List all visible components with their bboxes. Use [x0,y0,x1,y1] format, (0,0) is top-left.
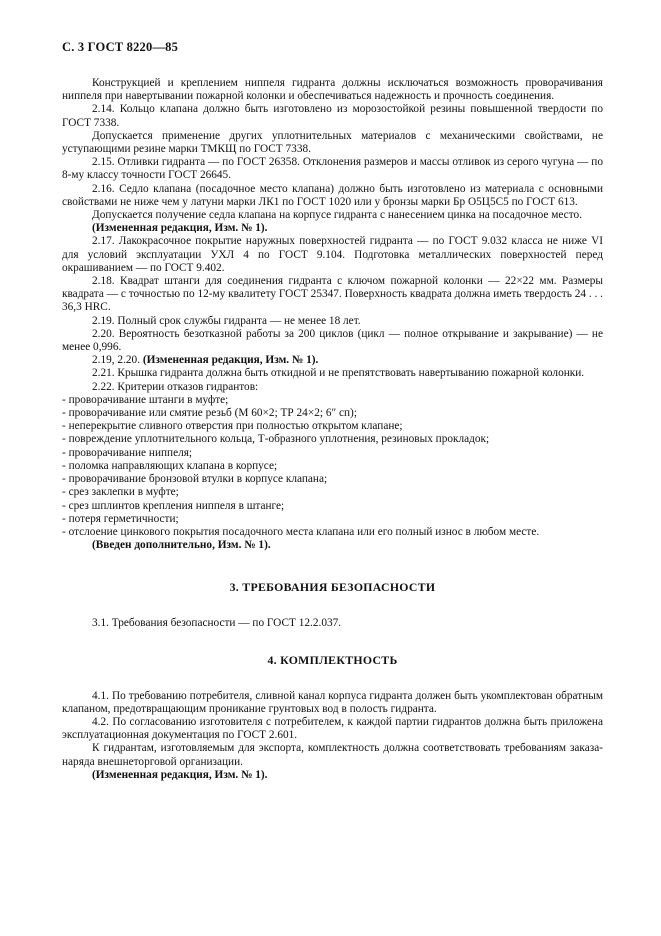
paragraph: Допускается получение седла клапана на корпусе гидранта с нанесением цинка на посадочное место. [92,209,582,222]
paragraph: 2.18. Квадрат штанги для соединения гидранта с ключом пожарной колонки — 22×22 мм. Размеры квадрата — с точностью по 12-му квалитету ГОСТ 25347. Поверхность квадрата должна иметь твердость 24 . . . 36,3 HRC. [62,275,603,314]
amendment-note [62,354,603,367]
paragraph: 4.2. По согласованию изготовителя с потребителем, к каждой партии гидрантов должна быть приложена эксплуатационная документация по ГОСТ 2.601. [62,715,603,742]
list-item: - неперекрытие сливного отверстия при полностью открытом клапане; [62,420,403,433]
list-item: - проворачивание или смятие резьб (М 60×2; ТР 24×2; 6″ сп); [62,407,357,420]
section-title: 4. КОМПЛЕКТНОСТЬ [267,652,398,667]
amendment-bold: (Измененная редакция, Изм. № 1). [142,354,319,367]
paragraph: 2.15. Отливки гидранта — по ГОСТ 26358. Отклонения размеров и массы отливок из серого чугуна — по 8-му классу точности ГОСТ 26645. [62,156,603,182]
section-title: 3. ТРЕБОВАНИЯ БЕЗОПАСНОСТИ [229,580,436,595]
page-header: С. 3 ГОСТ 8220—85 [62,40,179,54]
list-item: - срез шплинтов крепления ниппеля в штанге; [62,499,285,512]
list-item: - проворачивание ниппеля; [62,446,193,459]
list-item: - повреждение уплотнительного кольца, Т-образного уплотнения, резиновых прокладок; [62,433,490,446]
paragraph: 2.20. Вероятность безотказной работы за 200 циклов (цикл — полное открывание и закрывание) — не менее 0,996. [62,327,603,354]
list-item: - поломка направляющих клапана в корпусе; [62,459,278,472]
paragraph: 3.1. Требования безопасности — по ГОСТ 12.2.037. [92,617,342,630]
paragraph: 2.14. Кольцо клапана должно быть изготовлено из морозостойкой резины повышенной твердости по ГОСТ 7338. [62,103,603,129]
amendment-note: (Введен дополнительно, Изм. № 1). [92,539,271,552]
list-item: - срез заклепки в муфте; [62,486,179,499]
document-page [62,40,603,782]
paragraph: 4.1. По требованию потребителя, сливной канал корпуса гидранта должен быть укомплектован обратным клапаном, предотвращающим проникание грунтовых вод в полость гидранта. [62,689,603,715]
amendment-note: (Измененная редакция, Изм. № 1). [92,222,268,235]
paragraph: 2.16. Седло клапана (посадочное место клапана) должно быть изготовлено из материала с основными свойствами не ниже чем у латуни марки ЛК1 по ГОСТ 1020 или у бронзы марки Бр О5Ц5С5 по ГОСТ 613. [62,182,603,208]
paragraph: 2.19. Полный срок службы гидранта — не менее 18 лет. [92,314,361,327]
amendment-note: (Измененная редакция, Изм. № 1). [92,768,268,781]
paragraph: К гидрантам, изготовляемым для экспорта, комплектность должна соответствовать требованиям заказа-наряда внешнеторговой организации. [62,742,603,768]
list-item: - потеря герметичности; [62,512,179,525]
paragraph: 2.17. Лакокрасочное покрытие наружных поверхностей гидранта — по ГОСТ 9.032 класса не ниже VI для условий эксплуатации УХЛ 4 по ГОСТ 9.104. Подготовка металлических поверхностей перед окрашиванием — по ГОСТ 9.402. [62,235,603,274]
amendment-prefix: 2.19, 2.20. [92,354,143,367]
paragraph: Допускается применение других уплотнительных материалов с механическими свойствами, не уступающими резине марки ТМКЩ по ГОСТ 7338. [62,129,603,156]
list-item: - проворачивание штанги в муфте; [62,393,229,406]
paragraph: Конструкцией и креплением ниппеля гидранта должны исключаться возможность проворачивания ниппеля при навертывании пожарной колонки и обеспечиваться надежность и прочность соединения. [62,77,603,103]
list-item: - проворачивание бронзовой втулки в корпусе клапана; [62,473,328,486]
list-item: - отслоение цинкового покрытия посадочного места клапана или его полный износ в любом месте. [62,525,540,538]
paragraph: 2.22. Критерии отказов гидрантов: [92,380,259,393]
paragraph: 2.21. Крышка гидранта должна быть откидной и не препятствовать навертыванию пожарной колонки. [92,367,585,380]
